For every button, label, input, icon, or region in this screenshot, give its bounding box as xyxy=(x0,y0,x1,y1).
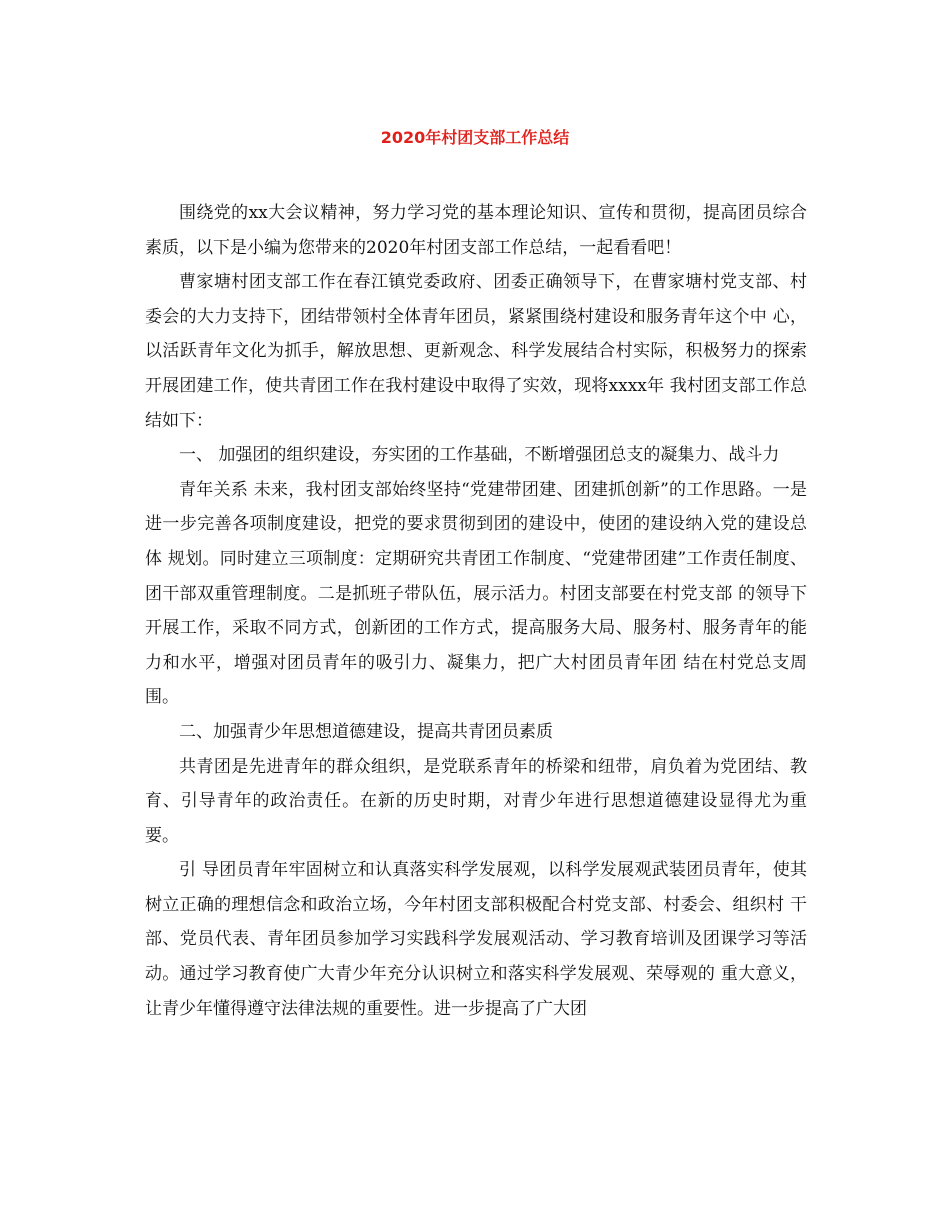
paragraph-organization: 青年关系 未来，我村团支部始终坚持“党建带团建、团建抓创新”的工作思路。一是进一步完善各项制度建设，把党的要求贯彻到团的建设中，使团的建设纳入党的建设总体 规划。同时建立三项制度：定期研究共青团工作制度、“党建带团建”工作责任制度、团干部双重管理制度。二是抓班子带队伍，展示活力。村团支部要在村党支部 的领导下开展工作，采取不同方式，创新团的工作方式，提高服务大局、服务村、服务青年的能力和水平，增强对团员青年的吸引力、凝集力，把广大村团员青年团 结在村党总支周围。 xyxy=(145,479,807,708)
document-body xyxy=(145,196,807,1026)
paragraph-guidance: 引 导团员青年牢固树立和认真落实科学发展观，以科学发展观武装团员青年，使其树立正确的理想信念和政治立场，今年村团支部积极配合村党支部、村委会、组织村 干部、党员代表、青年团员参加学习实践科学发展观活动、学习教育培训及团课学习等活动。通过学习教育使广大青少年充分认识树立和落实科学发展观、荣辱观的 重大意义，让青少年懂得遵守法律法规的重要性。进一步提高了广大团 xyxy=(145,860,807,1019)
section-heading-2: 二、加强青少年思想道德建设，提高共青团员素质 xyxy=(179,721,553,742)
paragraph-overview: 曹家塘村团支部工作在春江镇党委政府、团委正确领导下，在曹家塘村党支部、村委会的大力支持下，团结带领村全体青年团员，紧紧围绕村建设和服务青年这个中 心，以活跃青年文化为抓手，解放思想、更新观念、科学发展结合村实际，积极努力的探索开展团建工作，使共青团工作在我村建设中取得了实效，现将xxxx年 我村团支部工作总结如下： xyxy=(145,272,807,431)
paragraph-league-role: 共青团是先进青年的群众组织，是党联系青年的桥梁和纽带，肩负着为党团结、教育、引导青年的政治责任。在新的历史时期，对青少年进行思想道德建设显得尤为重要。 xyxy=(145,756,807,846)
document-title: 2020年村团支部工作总结 xyxy=(380,128,570,147)
paragraph-intro: 围绕党的xx大会议精神，努力学习党的基本理论知识、宣传和贯彻，提高团员综合素质，以下是小编为您带来的2020年村团支部工作总结，一起看看吧！ xyxy=(145,203,807,258)
section-heading-1: 一、 加强团的组织建设，夯实团的工作基础，不断增强团总支的凝集力、战斗力 xyxy=(179,445,780,466)
